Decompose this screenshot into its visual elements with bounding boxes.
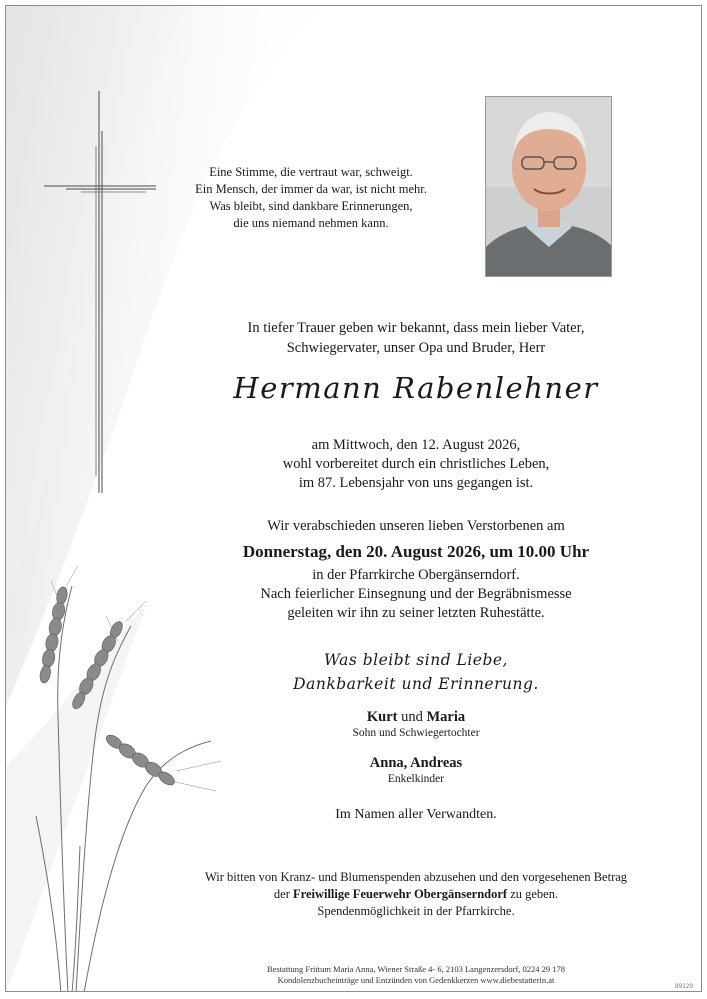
funeral-date: Donnerstag, den 20. August 2026, um 10.00 Uhr [242, 542, 590, 561]
footer-line: Kondolenzbucheinträge und Entzünden von Gedenkkerzen www.diebestatterin.at [277, 975, 555, 985]
portrait-photo [485, 96, 612, 277]
footer-line: Bestattung Frittum Maria Anna, Wiener Straße 4- 6, 2103 Langenzersdorf, 0224 29 178 [266, 964, 566, 974]
announcement-intro [156, 318, 676, 358]
funeral-home-footer [156, 964, 676, 986]
motto-line: Was bleibt sind Liebe, [324, 651, 508, 669]
motto-line: Dankbarkeit und Erinnerung. [293, 675, 539, 693]
deceased-name: Hermann Rabenlehner [233, 371, 599, 405]
mourner-name: Kurt [366, 709, 398, 725]
mourner-group [156, 708, 676, 741]
mourner-name: Anna, Andreas [369, 755, 463, 771]
obituary-card [5, 5, 702, 992]
quote-line: Was bleibt, sind dankbare Erinnerungen, [209, 199, 413, 213]
mourner-names [156, 708, 676, 726]
quote-line: die uns niemand nehmen kann. [233, 216, 389, 230]
quote-line: Ein Mensch, der immer da war, ist nicht mehr. [195, 182, 427, 196]
memorial-motto [156, 648, 676, 696]
death-line: im 87. Lebensjahr von uns gegangen ist. [298, 475, 534, 491]
donation-suffix: zu geben. [507, 887, 559, 901]
funeral-line: geleiten wir ihn zu seiner letzten Ruhestätte. [287, 605, 545, 621]
document-code: 89129 [674, 983, 693, 990]
mourner-group [156, 754, 676, 787]
donation-line: Spendenmöglichkeit in der Pfarrkirche. [317, 904, 515, 918]
intro-line: In tiefer Trauer geben wir bekannt, dass mein lieber Vater, [247, 320, 585, 336]
intro-line: Schwiegervater, unser Opa und Bruder, Herr [286, 340, 546, 356]
mourner-name: Maria [426, 709, 466, 725]
farewell-line: Wir verabschieden unseren lieben Verstorbenen am [267, 518, 565, 534]
death-line: wohl vorbereitet durch ein christliches Leben, [282, 456, 550, 472]
death-line: am Mittwoch, den 12. August 2026, [311, 437, 521, 453]
mourner-relation: Enkelkinder [387, 773, 445, 785]
death-details [156, 436, 676, 493]
funeral-line: Nach feierlicher Einsegnung und der Begräbnismesse [260, 586, 572, 602]
funeral-line: in der Pfarrkirche Obergänserndorf. [312, 567, 520, 583]
mourner-relation: Sohn und Schwiegertochter [352, 727, 480, 739]
mourner-names [156, 754, 676, 772]
funeral-details [156, 566, 676, 623]
donation-prefix: der [273, 887, 293, 901]
mourner-joiner: und [397, 709, 427, 725]
quote-line: Eine Stimme, die vertraut war, schweigt. [209, 165, 413, 179]
donation-recipient: Freiwillige Feuerwehr Obergänserndorf [292, 887, 508, 901]
donation-line [156, 886, 676, 903]
opening-quote [171, 164, 451, 232]
closing-line: Im Namen aller Verwandten. [335, 807, 497, 822]
donation-request [156, 869, 676, 920]
donation-line: Wir bitten von Kranz- und Blumenspenden abzusehen und den vorgesehenen Betrag [204, 870, 628, 884]
